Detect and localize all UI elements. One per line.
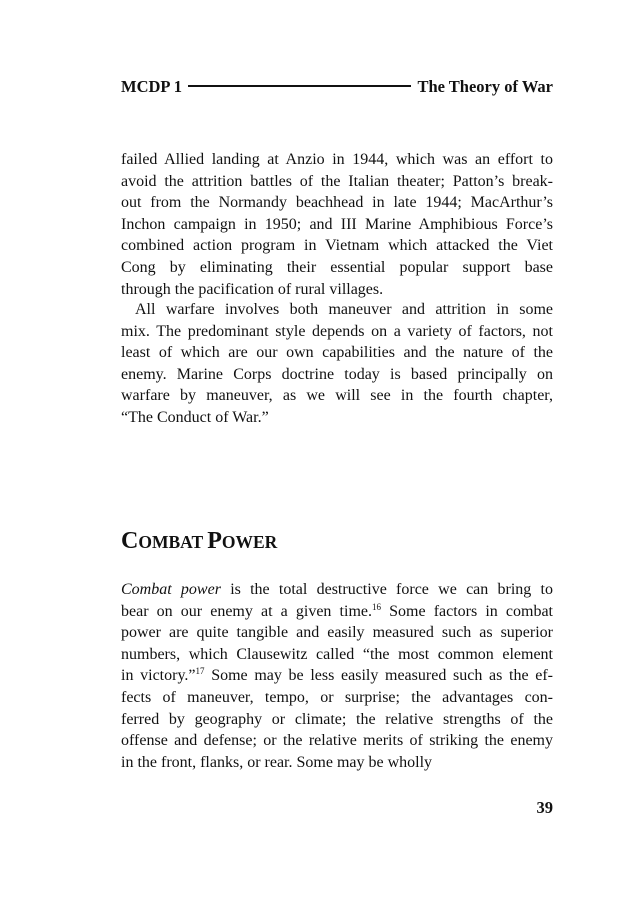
text-run: in the front, flanks, or rear. Some may be wholly (121, 753, 433, 771)
text-line (121, 665, 553, 687)
text-line (121, 752, 553, 774)
text-line (121, 321, 553, 343)
running-header (121, 76, 553, 98)
text-run: Cong by eliminating their essential popular support base (121, 258, 553, 276)
text-line (121, 385, 553, 407)
text-run: Inchon campaign in 1950; and III Marine Amphibious Force’s (121, 215, 553, 233)
heading-smallcaps: OWER (221, 532, 278, 552)
text-line (121, 364, 553, 386)
text-line (121, 644, 553, 666)
paragraph-2 (121, 299, 553, 429)
text-run: through the pacification of rural villages. (121, 280, 384, 298)
text-run: mix. The predominant style depends on a variety of factors, not (121, 322, 553, 340)
text-run: ferred by geography or climate; the relative strengths of the (121, 710, 553, 728)
text-run: out from the Normandy beachhead in late 1944; MacArthur’s (121, 194, 553, 212)
text-run: bear on our enemy at a given time. (121, 602, 372, 620)
text-run: avoid the attrition battles of the Italian theater; Patton’s break- (121, 172, 553, 190)
text-run: power are quite tangible and easily measured such as superior (121, 624, 553, 642)
page-number: 39 (536, 798, 553, 817)
text-line (121, 149, 553, 171)
text-run: failed Allied landing at Anzio in 1944, which was an effort to (121, 151, 553, 168)
text-run: warfare by maneuver, as we will see in the fourth chapter, (121, 387, 553, 405)
text-line (121, 235, 553, 257)
header-right: The Theory of War (417, 77, 553, 96)
header-left: MCDP 1 (121, 77, 182, 96)
text-line (121, 709, 553, 731)
text-line (121, 192, 553, 214)
text-run: numbers, which Clausewitz called “the most common element (121, 645, 553, 663)
section-heading (121, 528, 277, 555)
heading-cap: P (207, 528, 222, 554)
text-run: offense and defense; or the relative merits of striking the enemy (121, 732, 553, 750)
text-line (121, 171, 553, 193)
text-run: least of which are our own capabilities and the nature of the (121, 344, 553, 362)
paragraph-3 (121, 579, 553, 773)
text-run: combined action program in Vietnam which attacked the Viet (121, 237, 553, 255)
header-rule (188, 85, 412, 87)
text-run: is the total destructive force we can bring to (220, 581, 554, 598)
footnote-ref: 17 (195, 666, 205, 677)
text-line (121, 299, 553, 321)
text-line (121, 342, 553, 364)
text-run: Some factors in combat (381, 602, 554, 620)
heading-smallcaps: OMBAT (138, 532, 208, 552)
text-line (121, 687, 553, 709)
heading-cap: C (121, 528, 139, 554)
text-run: “The Conduct of War.” (121, 408, 269, 426)
text-line (121, 214, 553, 236)
text-run: in victory.” (121, 667, 196, 685)
text-run: enemy. Marine Corps doctrine today is based principally on (121, 365, 553, 383)
text-run: Combat power (121, 581, 221, 598)
text-line (121, 279, 553, 301)
text-line (121, 579, 553, 601)
text-run: All warfare involves both maneuver and attrition in some (135, 301, 553, 318)
text-line (121, 601, 553, 623)
text-line (121, 622, 553, 644)
paragraph-1 (121, 149, 553, 300)
text-line (121, 257, 553, 279)
text-run: fects of maneuver, tempo, or surprise; the advantages con- (121, 688, 553, 706)
text-line (121, 730, 553, 752)
footnote-ref: 16 (372, 601, 381, 612)
text-line (121, 407, 553, 429)
text-run: Some may be less easily measured such as the ef- (204, 667, 553, 685)
